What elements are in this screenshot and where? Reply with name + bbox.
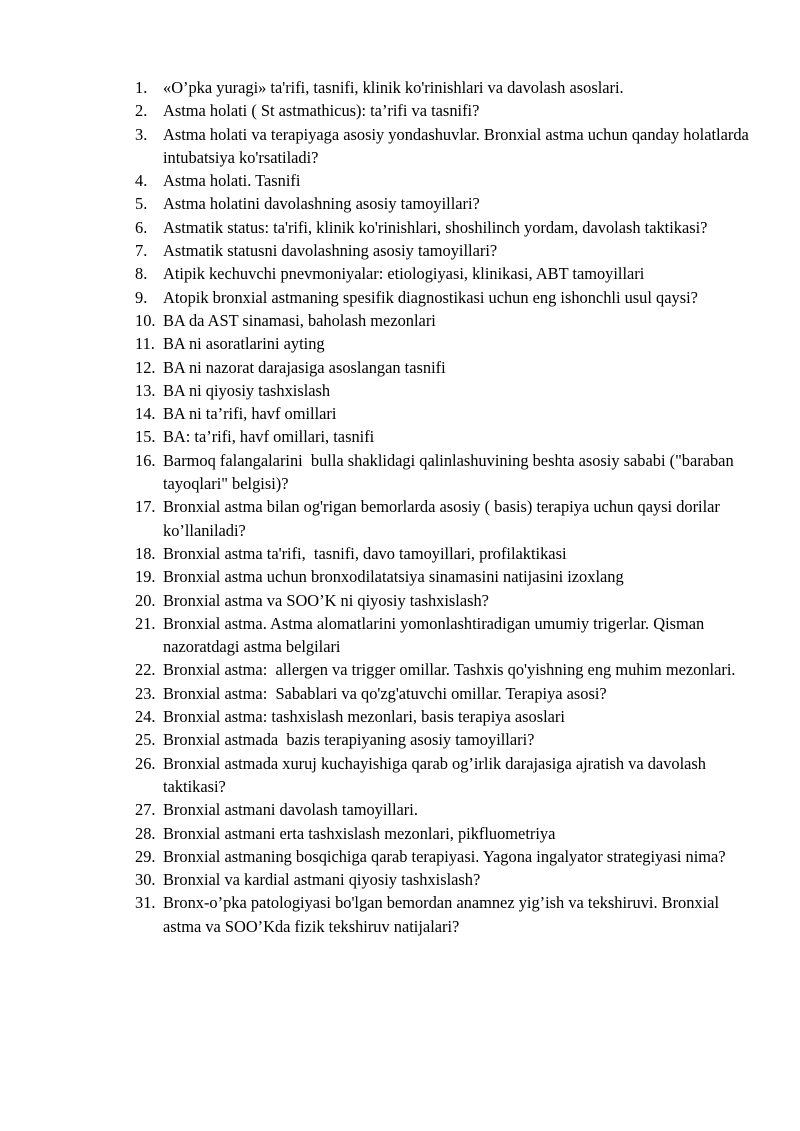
item-text: Astma holati ( St astmathicus): ta’rifi va tasnifi?: [163, 101, 480, 121]
question-item: [135, 169, 750, 192]
question-item: [135, 356, 750, 379]
question-item: [135, 822, 750, 845]
item-number: 28.: [135, 823, 156, 843]
question-item: [135, 239, 750, 262]
question-item: [135, 379, 750, 402]
item-text: BA da AST sinamasi, baholash mezonlari: [163, 310, 436, 330]
item-number: 21.: [135, 613, 156, 633]
item-text: Atipik kechuvchi pnevmoniyalar: etiologiyasi, klinikasi, ABT tamoyillari: [163, 264, 645, 284]
item-number: 18.: [135, 543, 156, 563]
question-item: [135, 868, 750, 891]
item-number: 16.: [135, 450, 156, 470]
item-text: Bronxial astma: Sabablari va qo'zg'atuvchi omillar. Terapiya asosi?: [163, 683, 607, 703]
item-text: Bronxial astma: allergen va trigger omillar. Tashxis qo'yishning eng muhim mezonlari.: [163, 660, 736, 680]
item-text: Bronxial astma bilan og'rigan bemorlarda asosiy ( basis) terapiya uchun qaysi dorilar ko’llaniladi?: [163, 497, 724, 540]
question-item: [135, 449, 750, 496]
question-item: [135, 891, 750, 938]
question-item: [135, 542, 750, 565]
item-text: BA ni nazorat darajasiga asoslangan tasnifi: [163, 357, 446, 377]
question-item: [135, 332, 750, 355]
item-text: Bronxial astmada xuruj kuchayishiga qarab og’irlik darajasiga ajratish va davolash taktikasi?: [163, 753, 711, 796]
item-text: Bronxial astmani davolash tamoyillari.: [163, 800, 418, 820]
item-number: 5.: [135, 194, 148, 214]
item-text: Bronxial astma ta'rifi, tasnifi, davo tamoyillari, profilaktikasi: [163, 543, 567, 563]
question-item: [135, 752, 750, 799]
item-number: 29.: [135, 846, 156, 866]
question-list: [135, 76, 753, 938]
question-item: [135, 309, 750, 332]
item-text: Astma holati. Tasnifi: [163, 171, 301, 191]
item-text: Bronxial va kardial astmani qiyosiy tashxislash?: [163, 870, 481, 890]
item-number: 23.: [135, 683, 156, 703]
question-item: [135, 286, 750, 309]
question-item: [135, 728, 750, 751]
item-text: Atopik bronxial astmaning spesifik diagnostikasi uchun eng ishonchli usul qaysi?: [163, 287, 698, 307]
item-number: 3.: [135, 124, 148, 144]
item-number: 1.: [135, 78, 148, 97]
item-number: 27.: [135, 800, 156, 820]
question-item: [135, 658, 750, 681]
question-item: [135, 612, 750, 659]
item-text: Bronxial astma. Astma alomatlarini yomonlashtiradigan umumiy trigerlar. Qisman nazoratdagi astma belgilari: [163, 613, 709, 657]
question-item: [135, 682, 750, 705]
item-number: 25.: [135, 730, 156, 750]
question-item: [135, 425, 750, 448]
item-number: 22.: [135, 660, 156, 680]
item-number: 20.: [135, 590, 156, 610]
item-number: 19.: [135, 567, 156, 587]
item-number: 7.: [135, 241, 148, 261]
item-text: Bronxial astma va SOO’K ni qiyosiy tashxislash?: [163, 590, 489, 610]
item-text: Astma holati va terapiyaga asosiy yondashuvlar. Bronxial astma uchun qanday holatlarda intubatsiya ko'rsatiladi?: [163, 124, 753, 167]
question-item: [135, 589, 750, 612]
item-number: 8.: [135, 264, 148, 284]
item-number: 26.: [135, 753, 156, 773]
item-number: 17.: [135, 497, 156, 517]
item-number: 30.: [135, 870, 156, 890]
item-number: 6.: [135, 217, 148, 237]
question-item: [135, 216, 750, 239]
item-text: BA: ta’rifi, havf omillari, tasnifi: [163, 427, 375, 447]
question-item: [135, 495, 750, 542]
item-number: 12.: [135, 357, 156, 377]
question-item: [135, 262, 750, 285]
item-text: Bronx-o’pka patologiyasi bo'lgan bemordan anamnez yig’ish va tekshiruvi. Bronxial astma va SOO’Kda fizik tekshiruv natijalari?: [163, 893, 724, 936]
item-text: Barmoq falangalarini bulla shaklidagi qalinlashuvining beshta asosiy sababi ("baraban tayoqlari" belgisi)?: [163, 450, 738, 494]
question-item: [135, 845, 750, 868]
item-number: 2.: [135, 101, 148, 121]
item-text: BA ni qiyosiy tashxislash: [163, 380, 331, 400]
item-text: Bronxial astma uchun bronxodilatatsiya sinamasini natijasini izoxlang: [163, 567, 624, 587]
question-item: [135, 798, 750, 821]
item-text: Bronxial astmani erta tashxislash mezonlari, pikfluometriya: [163, 823, 556, 843]
item-number: 9.: [135, 287, 148, 307]
item-text: Astma holatini davolashning asosiy tamoyillari?: [163, 194, 480, 214]
question-item: [135, 123, 753, 170]
item-number: 4.: [135, 171, 148, 191]
question-item: [135, 192, 750, 215]
question-item: [135, 76, 750, 99]
item-text: BA ni asoratlarini ayting: [163, 334, 325, 354]
item-number: 24.: [135, 707, 156, 727]
item-text: BA ni ta’rifi, havf omillari: [163, 404, 337, 424]
item-number: 11.: [135, 334, 155, 354]
question-item: [135, 565, 750, 588]
item-number: 13.: [135, 380, 156, 400]
item-text: Bronxial astmada bazis terapiyaning asosiy tamoyillari?: [163, 730, 535, 750]
question-item: [135, 402, 750, 425]
item-number: 14.: [135, 404, 156, 424]
item-text: «O’pka yuragi» ta'rifi, tasnifi, klinik ko'rinishlari va davolash asoslari.: [163, 78, 624, 97]
question-item: [135, 99, 750, 122]
item-text: Astmatik status: ta'rifi, klinik ko'rinishlari, shoshilinch yordam, davolash taktikasi?: [163, 217, 708, 237]
item-text: Bronxial astmaning bosqichiga qarab terapiyasi. Yagona ingalyator strategiyasi nima?: [163, 846, 726, 866]
item-number: 10.: [135, 310, 156, 330]
question-item: [135, 705, 750, 728]
item-number: 15.: [135, 427, 156, 447]
item-text: Bronxial astma: tashxislash mezonlari, basis terapiya asoslari: [163, 707, 565, 727]
item-number: 31.: [135, 893, 156, 913]
item-text: Astmatik statusni davolashning asosiy tamoyillari?: [163, 241, 498, 261]
